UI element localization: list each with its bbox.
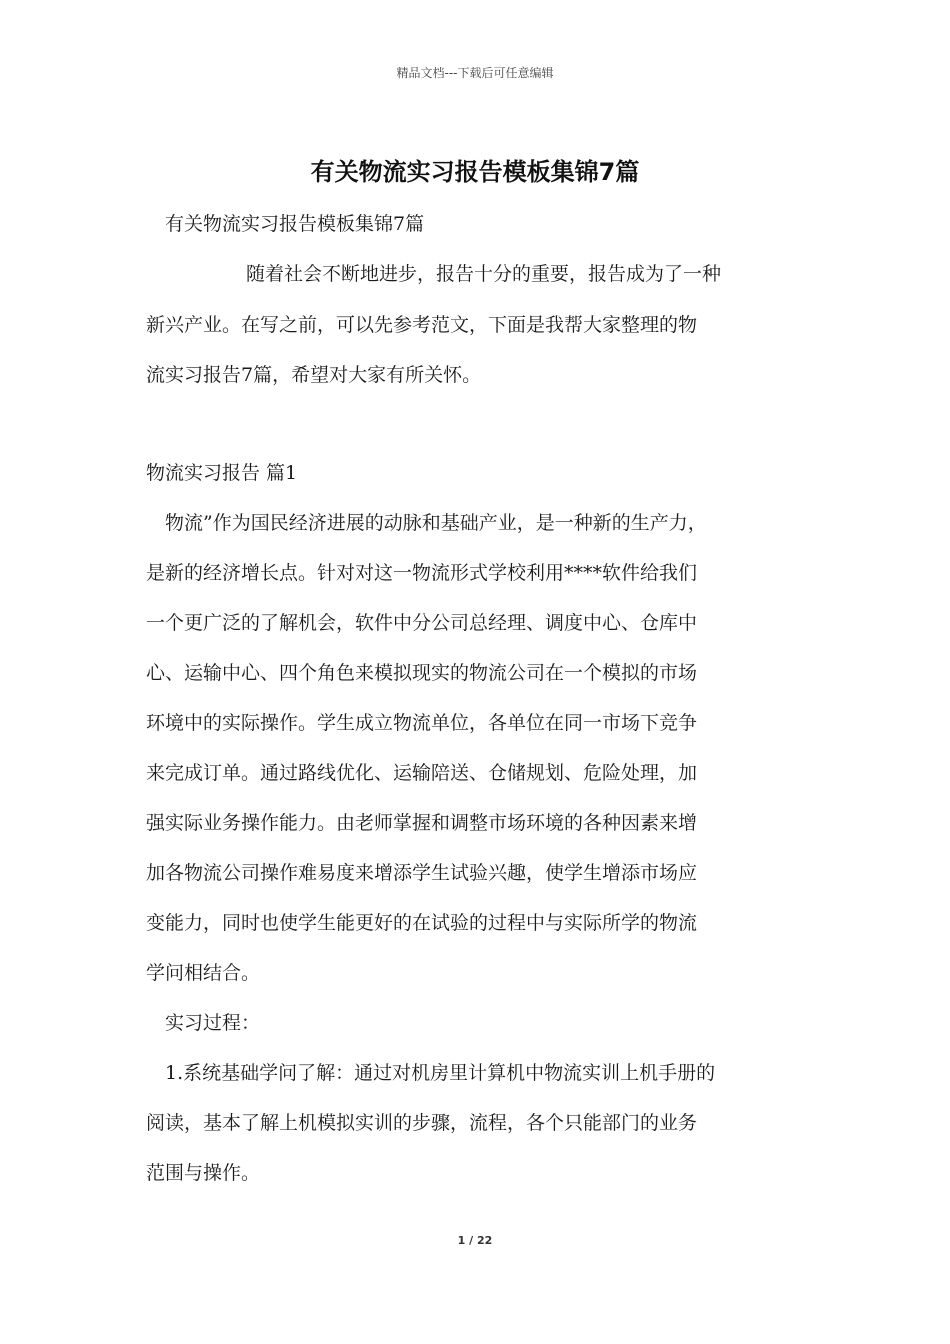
document-title: 有关物流实习报告模板集锦7篇 [310, 158, 640, 186]
paragraph-line: 阅读，基本了解上机模拟实训的步骤，流程，各个只能部门的业务 [146, 1112, 698, 1134]
paragraph-line: 是新的经济增长点。针对对这一物流形式学校利用****软件给我们 [146, 562, 698, 584]
subtitle-line: 有关物流实习报告模板集锦7篇 [165, 213, 425, 235]
section-heading: 物流实习报告 篇1 [146, 462, 298, 484]
page-number: 1 / 22 [457, 1234, 493, 1247]
paragraph-line: 一个更广泛的了解机会，软件中分公司总经理、调度中心、仓库中 [146, 612, 698, 634]
paragraph-line: 新兴产业。在写之前，可以先参考范文，下面是我帮大家整理的物 [146, 314, 698, 336]
paragraph-line: 1.系统基础学问了解：通过对机房里计算机中物流实训上机手册的 [165, 1062, 716, 1084]
paragraph-line: 物流”作为国民经济进展的动脉和基础产业，是一种新的生产力， [165, 512, 707, 534]
paragraph-line: 范围与操作。 [146, 1162, 261, 1184]
paragraph-line: 变能力，同时也使学生能更好的在试验的过程中与实际所学的物流 [146, 912, 698, 934]
paragraph-line: 心、运输中心、四个角色来模拟现实的物流公司在一个模拟的市场 [146, 662, 698, 684]
paragraph-line: 随着社会不断地进步，报告十分的重要，报告成为了一种 [246, 263, 722, 285]
paragraph-line: 环境中的实际操作。学生成立物流单位，各单位在同一市场下竞争 [146, 712, 698, 734]
paragraph-line: 来完成订单。通过路线优化、运输陪送、仓储规划、危险处理，加 [146, 762, 698, 784]
paragraph-line: 强实际业务操作能力。由老师掌握和调整市场环境的各种因素来增 [146, 812, 698, 834]
subsection-heading: 实习过程： [165, 1012, 261, 1034]
header-note: 精品文档---下载后可任意编辑 [396, 66, 554, 80]
paragraph-line: 加各物流公司操作难易度来增添学生试验兴趣，使学生增添市场应 [146, 862, 698, 884]
paragraph-line: 学问相结合。 [146, 962, 261, 984]
paragraph-line: 流实习报告7篇，希望对大家有所关怀。 [146, 364, 482, 386]
